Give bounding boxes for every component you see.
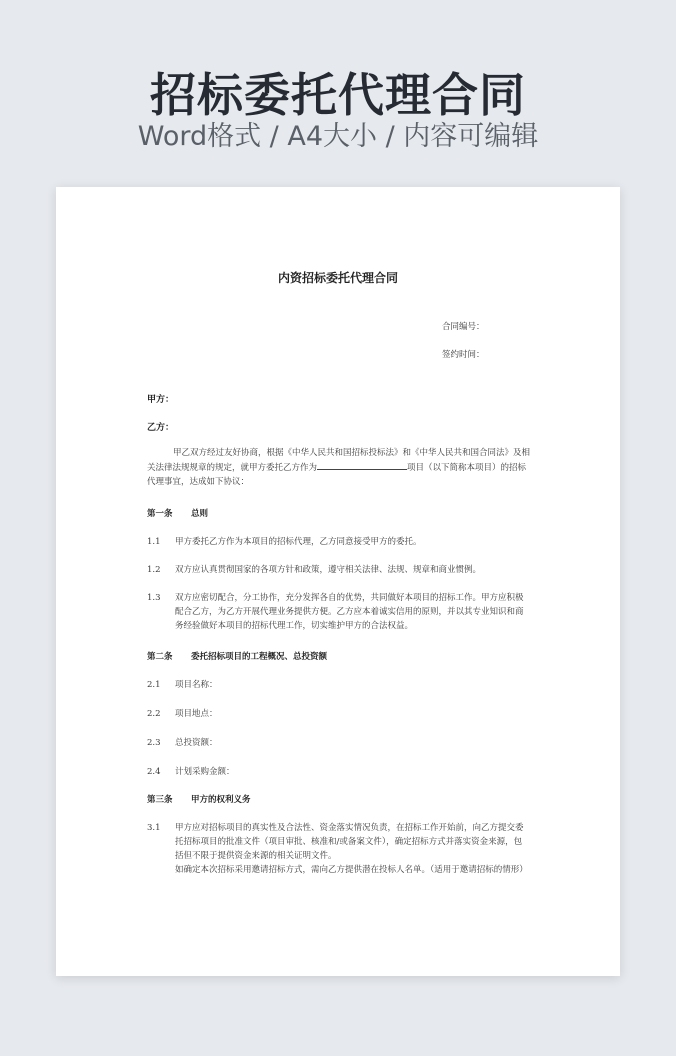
clause-number: 1.3 (147, 593, 161, 603)
article-heading (147, 507, 208, 519)
intro-paragraph (147, 446, 530, 489)
document-body (56, 187, 620, 976)
clause (147, 678, 530, 692)
clause (147, 821, 530, 877)
clause (147, 535, 530, 549)
banner-title: 招标委托代理合同 (150, 68, 526, 122)
clause-text: 双方应密切配合，分工协作，充分发挥各自的优势，共同做好本项目的招标工作。甲方应积极配合乙方，为乙方开展代理业务提供方便。乙方应本着诚实信用的原则，并以其专业知识和商务经验做好本项目的招标代理工作，切实维护甲方的合法权益。 (175, 593, 524, 631)
clause-text: 双方应认真贯彻国家的各项方针和政策，遵守相关法律、法规、规章和商业惯例。 (175, 565, 482, 575)
party-a-label: 甲方： (147, 395, 175, 405)
clause (147, 736, 530, 750)
clause-number: 2.2 (147, 709, 161, 719)
clause-text: 项目地点： (175, 709, 218, 719)
clause-text: 项目名称： (175, 680, 218, 690)
clause-text: 总投资额： (175, 738, 218, 748)
clause-number: 3.1 (147, 823, 161, 833)
contract-number-label: 合同编号： (442, 322, 485, 332)
party-b-label: 乙方： (147, 423, 175, 433)
project-name-blank (317, 460, 407, 470)
article-number: 第二条 (147, 652, 173, 662)
clause-number: 2.4 (147, 767, 161, 777)
article-title: 甲方的权利义务 (191, 795, 251, 805)
article-number: 第三条 (147, 795, 173, 805)
clause-number: 2.1 (147, 680, 161, 690)
article-heading (147, 650, 327, 662)
clause (147, 563, 530, 577)
intro-text-part1: 甲乙双方经过友好协商，根据《中华人民共和国招标投标法》和《中华人民共和国合同法》及相关法律法规规章的规定，就甲方委托乙方作为 (147, 448, 531, 473)
clause-text-main: 甲方应对招标项目的真实性及合法性、资金落实情况负责，在招标工作开始前，向乙方提交委托招标项目的批准文件（项目审批、核准和/或备案文件），确定招标方式并落实资金来源，包括但不限于提供资金来源的相关证明文件。 (175, 823, 524, 861)
clause-number: 1.2 (147, 565, 161, 575)
clause-number: 1.1 (147, 537, 161, 547)
clause (147, 591, 530, 633)
clause-text: 甲方委托乙方作为本项目的招标代理，乙方同意接受甲方的委托。 (175, 537, 422, 547)
intro-text-part2: 项目（以下简称本项目）的招标代理事宜，达成如下协议： (147, 463, 527, 487)
clause-text: 计划采购金额： (175, 767, 235, 777)
article-title: 委托招标项目的工程概况、总投资额 (191, 652, 328, 662)
clause-number: 2.3 (147, 738, 161, 748)
banner-subtitle: Word格式 / A4大小 / 内容可编辑 (137, 121, 539, 152)
document-title: 内资招标委托代理合同 (277, 271, 398, 285)
document-page (56, 187, 620, 976)
article-heading (147, 793, 251, 805)
clause-text (175, 821, 530, 877)
clause-text-extra: 如确定本次招标采用邀请招标方式，需向乙方提供潜在投标人名单。（适用于邀请招标的情形） (175, 865, 528, 875)
sign-date-label: 签约时间： (442, 350, 485, 360)
clause (147, 707, 530, 721)
article-title: 总则 (191, 509, 209, 519)
article-number: 第一条 (147, 509, 173, 519)
clause (147, 765, 530, 779)
